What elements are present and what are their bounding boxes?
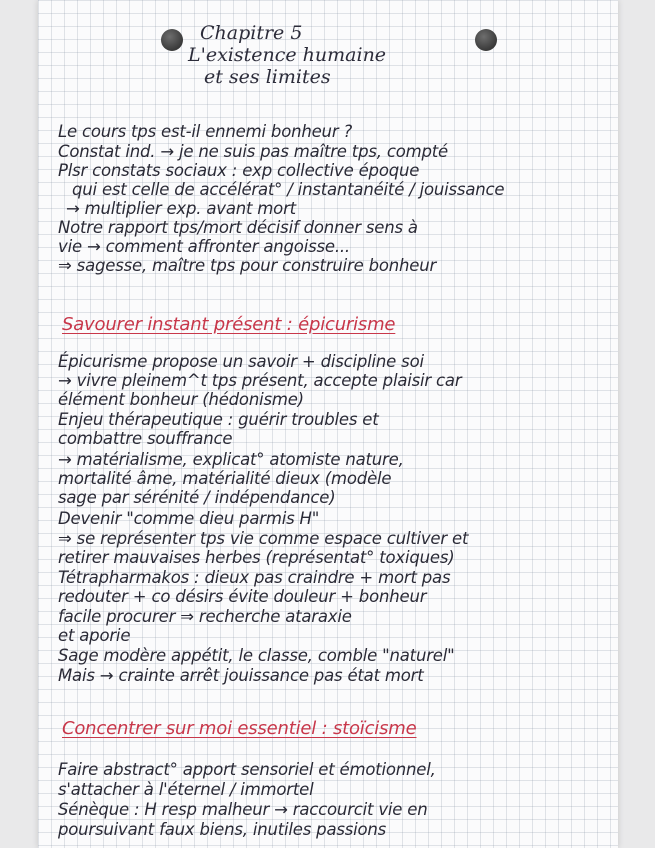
note-line: s'attacher à l'éternel / immortel <box>58 780 314 799</box>
note-line: Faire abstract° apport sensoriel et émotionnel, <box>58 760 436 779</box>
note-line: Sénèque : H resp malheur → raccourcit vie en <box>58 800 428 819</box>
note-line: → matérialisme, explicat° atomiste nature, <box>58 450 404 469</box>
note-line: Plsr constats sociaux : exp collective époque <box>58 161 420 180</box>
section-heading: Concentrer sur moi essentiel : stoïcisme <box>62 718 417 739</box>
note-line: redouter + co désirs évite douleur + bonheur <box>58 587 427 606</box>
section-heading: Savourer instant présent : épicurisme <box>62 314 396 335</box>
binder-hole-icon <box>161 29 183 51</box>
note-line: élément bonheur (hédonisme) <box>58 390 304 409</box>
note-line: Le cours tps est-il ennemi bonheur ? <box>58 122 353 141</box>
note-line: ⇒ se représenter tps vie comme espace cultiver et <box>58 529 469 548</box>
note-line: et aporie <box>58 626 131 645</box>
note-line: Devenir "comme dieu parmis H" <box>58 509 320 528</box>
note-line: Tétrapharmakos : dieux pas craindre + mort pas <box>58 568 451 587</box>
note-line: Sage modère appétit, le classe, comble "naturel" <box>58 646 455 665</box>
note-line: sage par sérénité / indépendance) <box>58 488 336 507</box>
note-line: Enjeu thérapeutique : guérir troubles et <box>58 410 379 429</box>
note-line: → multiplier exp. avant mort <box>66 199 296 218</box>
note-line: → vivre pleinem^t tps présent, accepte plaisir car <box>58 371 462 390</box>
notebook-page <box>38 0 618 848</box>
note-line: poursuivant faux biens, inutiles passions <box>58 820 387 839</box>
note-line: ⇒ sagesse, maître tps pour construire bonheur <box>58 256 437 275</box>
note-line: Mais → crainte arrêt jouissance pas état mort <box>58 666 424 685</box>
chapter-title-line: L'existence humaine <box>188 44 387 66</box>
note-line: combattre souffrance <box>58 429 233 448</box>
note-line: Épicurisme propose un savoir + discipline soi <box>58 352 424 371</box>
note-line: retirer mauvaises herbes (représentat° toxiques) <box>58 548 455 567</box>
note-line: vie → comment affronter angoisse... <box>58 237 350 256</box>
note-line: Constat ind. → je ne suis pas maître tps, compté <box>58 142 448 161</box>
chapter-title-line: et ses limites <box>204 66 331 88</box>
note-line: Notre rapport tps/mort décisif donner sens à <box>58 218 418 237</box>
chapter-title <box>188 22 488 88</box>
note-line: qui est celle de accélérat° / instantanéité / jouissance <box>72 180 505 199</box>
note-line: facile procurer ⇒ recherche ataraxie <box>58 607 352 626</box>
note-line: mortalité âme, matérialité dieux (modèle <box>58 469 392 488</box>
chapter-number: Chapitre 5 <box>200 22 303 44</box>
